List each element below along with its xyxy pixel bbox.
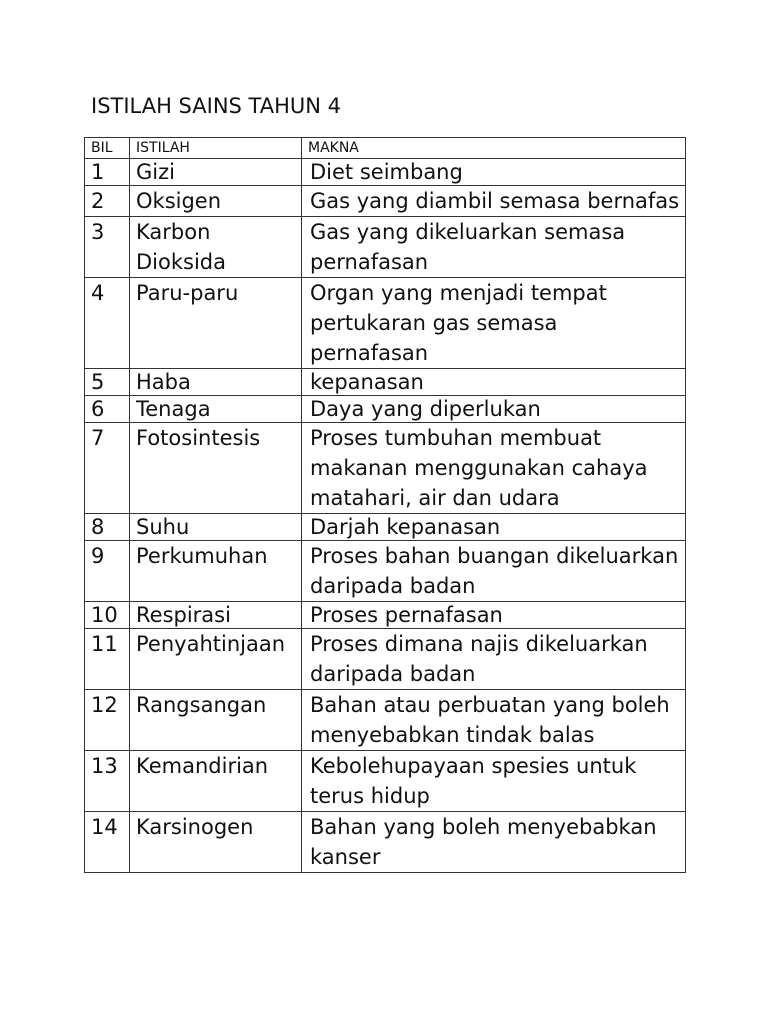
column-header-istilah: ISTILAH: [130, 138, 302, 159]
table-row: [85, 812, 686, 873]
table-row: [85, 514, 686, 541]
row-number: 9: [85, 541, 130, 602]
row-number: 12: [85, 690, 130, 751]
meaning-cell: Proses pernafasan: [302, 602, 686, 629]
meaning-cell: Proses tumbuhan membuat makanan menggunakan cahaya matahari, air dan udara: [302, 423, 686, 514]
row-number: 14: [85, 812, 130, 873]
meaning-cell: Darjah kepanasan: [302, 514, 686, 541]
table-row: [85, 186, 686, 217]
term-cell: Perkumuhan: [130, 541, 302, 602]
row-number: 8: [85, 514, 130, 541]
term-cell: Suhu: [130, 514, 302, 541]
row-number: 13: [85, 751, 130, 812]
table-row: [85, 541, 686, 602]
page-title: ISTILAH SAINS TAHUN 4: [91, 94, 342, 118]
row-number: 11: [85, 629, 130, 690]
meaning-cell: Daya yang diperlukan: [302, 396, 686, 423]
term-cell: Karbon Dioksida: [130, 217, 302, 278]
term-cell: Oksigen: [130, 186, 302, 217]
term-cell: Respirasi: [130, 602, 302, 629]
meaning-cell: Gas yang dikeluarkan semasa pernafasan: [302, 217, 686, 278]
meaning-cell: Proses dimana najis dikeluarkan daripada badan: [302, 629, 686, 690]
column-header-bil: BIL: [85, 138, 130, 159]
meaning-cell: kepanasan: [302, 369, 686, 396]
term-cell: Paru-paru: [130, 278, 302, 369]
meaning-cell: Diet seimbang: [302, 159, 686, 186]
meaning-cell: Organ yang menjadi tempat pertukaran gas semasa pernafasan: [302, 278, 686, 369]
meaning-cell: Kebolehupayaan spesies untuk terus hidup: [302, 751, 686, 812]
term-cell: Kemandirian: [130, 751, 302, 812]
terms-table: [84, 137, 686, 873]
table-row: [85, 751, 686, 812]
table-row: [85, 423, 686, 514]
table-row: [85, 159, 686, 186]
row-number: 1: [85, 159, 130, 186]
term-cell: Gizi: [130, 159, 302, 186]
table-row: [85, 602, 686, 629]
table-header: [85, 138, 686, 159]
table-row: [85, 278, 686, 369]
term-cell: Karsinogen: [130, 812, 302, 873]
table-row: [85, 369, 686, 396]
meaning-cell: Bahan atau perbuatan yang boleh menyebabkan tindak balas: [302, 690, 686, 751]
table-row: [85, 217, 686, 278]
meaning-cell: Gas yang diambil semasa bernafas: [302, 186, 686, 217]
table-body: [85, 159, 686, 873]
term-cell: Penyahtinjaan: [130, 629, 302, 690]
row-number: 3: [85, 217, 130, 278]
row-number: 7: [85, 423, 130, 514]
header-row: [85, 138, 686, 159]
column-header-makna: MAKNA: [302, 138, 686, 159]
row-number: 10: [85, 602, 130, 629]
term-cell: Tenaga: [130, 396, 302, 423]
table-row: [85, 629, 686, 690]
meaning-cell: Bahan yang boleh menyebabkan kanser: [302, 812, 686, 873]
term-cell: Fotosintesis: [130, 423, 302, 514]
row-number: 6: [85, 396, 130, 423]
row-number: 4: [85, 278, 130, 369]
row-number: 2: [85, 186, 130, 217]
meaning-cell: Proses bahan buangan dikeluarkan daripada badan: [302, 541, 686, 602]
term-cell: Rangsangan: [130, 690, 302, 751]
table-row: [85, 690, 686, 751]
row-number: 5: [85, 369, 130, 396]
term-cell: Haba: [130, 369, 302, 396]
table-row: [85, 396, 686, 423]
